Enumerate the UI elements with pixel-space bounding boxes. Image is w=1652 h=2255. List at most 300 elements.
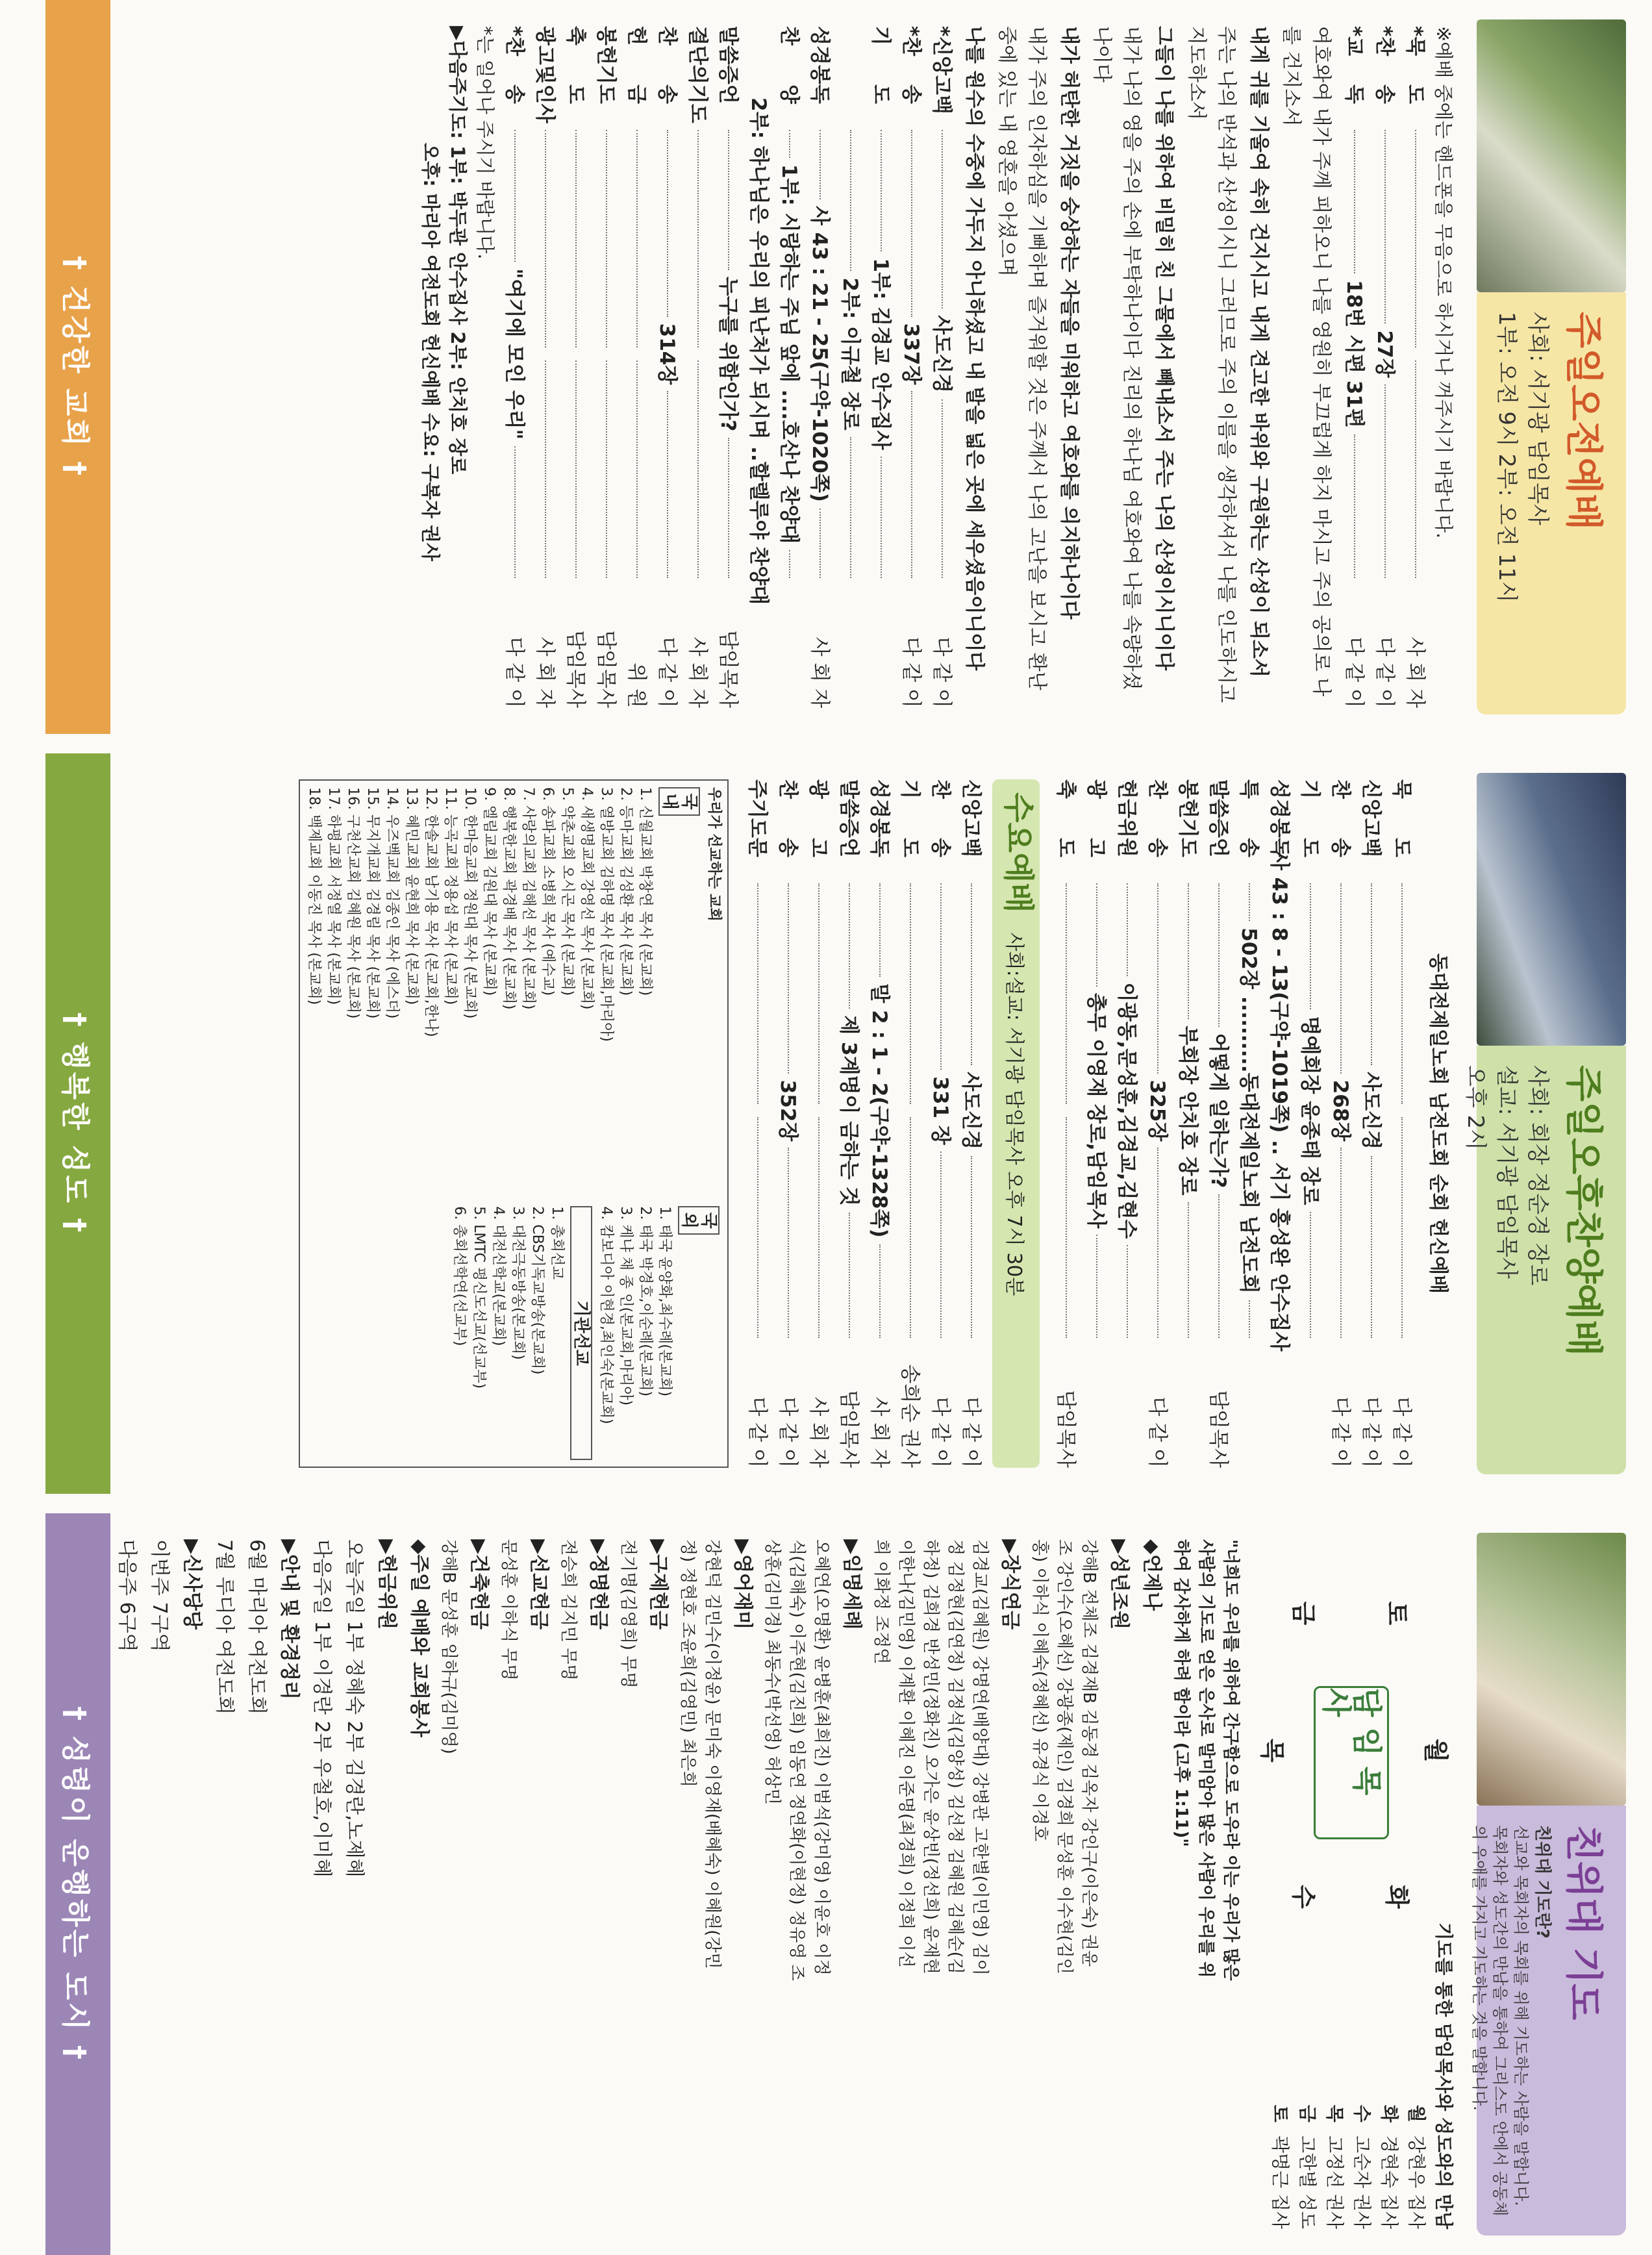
choir-photo [1477, 773, 1626, 1046]
afternoon-subtitle: 동대전제일노회 남전도회 순회 헌신예배 [1427, 953, 1449, 1294]
order-label-2: 송 [503, 84, 526, 104]
leader-dots [545, 360, 546, 578]
order-label-2: 도 [1403, 84, 1427, 104]
mission-table [299, 779, 729, 1468]
order-leader: 담임목사 [1054, 1390, 1077, 1468]
prayer-day: 토 [1270, 2104, 1291, 2123]
order-row [1172, 779, 1203, 1468]
order-content: 사도신경 [930, 315, 953, 393]
sunday-morning-header [1477, 19, 1626, 714]
mission-domestic-item: 14. 우즈벡교회 김종인 목사 (에스더) [384, 787, 400, 1019]
sunday-morning-title: 주일오전예배 [1562, 312, 1606, 531]
leader-dots [1415, 360, 1416, 578]
leader-dots [820, 130, 821, 199]
order-label: 결단의기도 [686, 26, 709, 123]
order-row [1355, 779, 1386, 1468]
order-label-2: 도 [898, 838, 921, 857]
sec1-title: ◆언제나 [1140, 1539, 1163, 1611]
prayer-list-item [1321, 1922, 1348, 2229]
order-row [621, 26, 651, 708]
reading-text-2: 주는 나의 반석과 산성이시니 그러므로 주의 이름을 생각하셔서 나를 인도하시고 지도하소서 [1185, 26, 1238, 703]
order-content: 부회장 안치호 장로 [1176, 1026, 1199, 1196]
leader-dots [636, 360, 638, 578]
prayer-list-item [1294, 1922, 1321, 2229]
next-prayer-2: 오후: 마리아 여전도회 헌신예배 수요: 구복자 권사 [419, 143, 442, 562]
sunday-afternoon-order [299, 779, 1457, 1468]
leader-dots [910, 1117, 911, 1338]
order-list-1 [1338, 26, 1430, 708]
prayer-list [1266, 1922, 1430, 2229]
sec5-text: 전기명(김영희) 무명 [618, 1539, 638, 1689]
mission-domestic-list [304, 787, 655, 1193]
leader-dots [1354, 435, 1355, 578]
prayer-desc: 선교와 목회자의 목회를 위해 기도하는 사람을 말합니다. 목회자와 성도간의 만남을 통하여 그리스도 안에서 공동체의 우애를 가지고 기도하는 것을 말합니다. [1470, 1825, 1530, 2217]
order-leader: 다 같 이 [655, 636, 679, 708]
order-row [742, 779, 772, 1468]
sunday-afternoon-sermon: 설교: 서기광 담임목사 [1494, 1065, 1520, 1279]
leader-dots [1066, 883, 1067, 1104]
leader-dots [606, 360, 607, 578]
leader-dots [1384, 384, 1386, 578]
order-content: 2부: 이규철 장로 [838, 277, 862, 431]
leader-dots [1249, 1300, 1250, 1338]
order-leader: 다 같 이 [1373, 636, 1396, 708]
order-row [499, 26, 529, 708]
order-leader: 다 같 이 [1342, 636, 1366, 708]
sec9-c-today: 이번주 7구역 [148, 1539, 171, 1652]
leader-dots [514, 446, 516, 578]
mission-domestic-item: 4. 새생명교회 강영선 목사 (본교회) [579, 787, 595, 1010]
phone-notice: ※예배 중에는 핸드폰을 무음으로 하시거나 꺼주시기 바랍니다. [1433, 26, 1455, 539]
order-leader: 다 같 이 [1359, 1396, 1383, 1468]
prayer-person: 경현숙 집사 [1379, 2135, 1400, 2229]
leader-dots [789, 130, 790, 158]
prayer-body [44, 1539, 1457, 1982]
order-label: 주기도문 [745, 779, 769, 857]
mission-domestic-item: 6. 송파교회 소병희 목사 (예수교) [540, 787, 556, 996]
sec9-b-next: 7월 루디아 여전도회 [213, 1539, 236, 1715]
mission-domestic-item: 16. 구천산교회 김혜원 목사 (본교회) [345, 787, 361, 1019]
spirit-city-banner: † 성령이 운행하는 도시 † [45, 1513, 110, 2255]
order-row [1369, 26, 1399, 708]
leader-dots [789, 550, 790, 578]
sunday-morning-title-box [1477, 292, 1626, 714]
order-row [772, 779, 803, 1468]
order-label: *묵 [1403, 26, 1427, 57]
prayer-day: 화 [1379, 2104, 1400, 2123]
order-label: *찬 [1373, 26, 1396, 57]
order-leader: 다 같 이 [929, 1396, 952, 1468]
stand-footnote: *는 일어나 주시기 바랍니다. [474, 26, 496, 260]
order-label-2: 금 [625, 84, 648, 104]
order-label-2: 양 [777, 84, 801, 104]
order-row [803, 779, 833, 1468]
leader-dots [850, 437, 851, 578]
wednesday-host: 사회: [1003, 932, 1025, 977]
leader-dots [1384, 130, 1386, 323]
order-label: 성경봉독 [868, 779, 891, 857]
order-row [865, 26, 895, 708]
order-label: 기 [898, 779, 921, 799]
leader-dots [636, 130, 638, 347]
sec9-next: 다음주일 1부 이경란 2부 우철호,이미혜 [310, 1539, 333, 1878]
leader-dots [849, 883, 850, 1009]
sec6-title: ▶정명헌금 [587, 1539, 610, 1630]
mission-domestic-item: 11. 능곡교회 정용섭 목사 (본교회) [442, 787, 458, 1005]
order-leader: 담임목사 [837, 1390, 860, 1468]
mission-org-item: 4. 대전신학교(본교회) [490, 1206, 507, 1346]
prayer-person: 고정선 권사 [1324, 2135, 1345, 2229]
leader-dots [697, 130, 699, 347]
order-content: 1부: 시랑하는 주님 앞에 ....호산나 찬양대 [777, 164, 801, 544]
order-row [894, 779, 925, 1468]
order-label: 축 [1054, 779, 1077, 799]
mission-org-item: 6. 총회선학연(선교부) [451, 1206, 468, 1346]
order-content: "여기에 모인 우리" [503, 268, 526, 440]
order-row [955, 779, 986, 1468]
sunday-morning-panel [0, 0, 1652, 734]
order-label-2: 송 [1237, 838, 1260, 857]
order-content: 18번 시편 31편 [1342, 280, 1366, 428]
mission-domestic-item: 8. 행복한교회 곽경배 목사 (본교회) [501, 787, 517, 1010]
sec7-text: 문성훈 이하식 무명 [499, 1539, 518, 1681]
order-row [926, 26, 957, 708]
order-row [1081, 779, 1111, 1468]
prayer-day: 목 [1324, 2104, 1345, 2123]
order-row [1142, 779, 1172, 1468]
order-leader: 다 같 이 [899, 636, 923, 708]
order-label-2: 송 [929, 838, 952, 857]
order-label: *찬 [503, 26, 526, 57]
mission-org-item: 2. CBS기독교방송(본교회) [529, 1206, 545, 1375]
order-label-2: 송 [899, 84, 923, 104]
order-row [1386, 779, 1416, 1468]
prayer-person: 강현우 집사 [1406, 2135, 1427, 2229]
mission-domestic [300, 781, 727, 1200]
mission-org-tag: 기관선교 [570, 1206, 592, 1460]
order-leader: 다 같 이 [503, 636, 526, 709]
order-label: 특 [1237, 779, 1260, 799]
order-leader: 다 같 이 [776, 1396, 799, 1468]
sec2-title: ▶장식연금 [999, 1539, 1021, 1630]
order-row [773, 26, 804, 708]
order-label: 말씀증언 [837, 779, 860, 857]
order-row [712, 26, 743, 708]
leader-dots [514, 130, 516, 262]
order-label-2: 송 [1329, 838, 1352, 857]
leader-dots [545, 130, 546, 347]
order-label: 묵 [1390, 779, 1413, 799]
order-label: 찬 [929, 779, 952, 799]
mission-domestic-item: 2. 등마교회 김성환 목사 (본교회) [618, 787, 634, 996]
order-leader: 담임목사 [1207, 1390, 1230, 1468]
leader-dots [728, 130, 729, 270]
order-label: 신앙고백 [1359, 779, 1383, 857]
order-label-2: 도 [1298, 838, 1321, 857]
leader-dots [697, 360, 699, 578]
mission-domestic-item: 13. 혜민교회 윤현희 목사 (본교회) [403, 787, 419, 1005]
order-leader: 다 같 이 [1390, 1396, 1413, 1468]
order-leader: 다 같 이 [1329, 1396, 1352, 1468]
leader-dots [879, 1244, 881, 1338]
reading-bold-2: 그들이 나를 위하여 비밀히 친 그물에서 빼내소서 주는 나의 산성이시니이다 [1153, 26, 1175, 671]
order-label: 광 [1084, 779, 1108, 799]
prayer-list-item [1266, 1922, 1294, 2229]
prayer-title: 친위대 기도 [1562, 1825, 1606, 2021]
sunday-afternoon-title: 주일오후찬양예배 [1562, 1065, 1606, 1357]
order-content: 27장 [1373, 330, 1396, 378]
order-label: 헌 [625, 26, 648, 45]
order-leader: 송희순 권사 [898, 1364, 921, 1468]
sec1-sub: ▶성년조원 [1108, 1539, 1131, 1630]
sec9-title: ◆주일 예배와 교회봉사 [408, 1539, 431, 1737]
prayer-person: 고순자 권사 [1351, 2135, 1373, 2229]
leader-dots [818, 883, 820, 1104]
mission-foreign-item: 2. 태국 박경호,이순례(본교회) [637, 1206, 653, 1397]
sunday-morning-host: 사회: 서기광 담임목사 [1525, 312, 1551, 525]
prayer-photo [1477, 1533, 1626, 1806]
order-content: 사 43 : 8 - 13(구약-1019쪽) .. 서기 홍성완 안수집사 [1268, 851, 1291, 1352]
order-leader: 사 회 자 [868, 1396, 891, 1468]
leader-dots [1401, 883, 1403, 1104]
order-row [1050, 779, 1081, 1468]
prayer-header [1470, 1533, 1626, 2236]
order-label-2: 독 [1342, 84, 1366, 104]
order-content: 사도신경 [1359, 1072, 1383, 1150]
order-label-2: 도 [564, 84, 587, 104]
order-row [529, 26, 560, 708]
sunday-afternoon-title-box [1462, 1046, 1626, 1474]
order-label: 봉헌기도 [1176, 779, 1199, 857]
order-row [651, 26, 682, 708]
leader-dots [1096, 1235, 1097, 1338]
order-leader: 사 회 자 [686, 636, 709, 708]
order-label: 성경봉독 [1268, 779, 1291, 857]
leader-dots [911, 391, 912, 578]
mission-domestic-item: 18. 백제교회 이동진 목사 (본교회) [306, 787, 322, 1005]
leader-dots [879, 883, 881, 977]
order-leader: 사 회 자 [1403, 636, 1427, 708]
order-label: *교 [1342, 26, 1366, 57]
sec9-today: 오늘주일 1부 정혜숙 2부 김경란,노제혜 [343, 1539, 366, 1878]
reading-bold-3: 내가 허탄한 거짓을 숭상하는 자들을 미워하고 여호와를 의지하나이다 [1058, 26, 1081, 620]
mission-domestic-item: 3. 열방교회 김하명 목사 (본교회,마리아) [598, 787, 614, 1042]
order-content: 말 2 : 1 - 2(구약-1328쪽) [868, 983, 891, 1238]
order-content: 사 43 : 21 - 25(구약-1020쪽) [808, 206, 831, 502]
sunday-morning-order [417, 26, 1457, 708]
mission-org-item: 5. LMTC 평신도선교(선교부) [471, 1206, 487, 1389]
order-row [895, 26, 926, 708]
order-label: *신앙고백 [930, 26, 953, 114]
leader-dots [728, 438, 729, 578]
mission-domestic-item: 9. 엘림교회 김원대 목사 (본교회) [481, 787, 497, 996]
prayer-day: 수 [1351, 2104, 1373, 2123]
leader-dots [1096, 883, 1097, 987]
leader-dots [1340, 883, 1342, 1074]
order-label: 봉헌기도 [594, 26, 618, 104]
order-row [833, 779, 864, 1468]
order-label: 신앙고백 [959, 779, 982, 857]
wednesday-order-list [742, 779, 986, 1468]
leader-dots [1157, 1148, 1158, 1338]
sunday-afternoon-time: 오후 2시 [1462, 1065, 1488, 1150]
order-leader: 사 회 자 [533, 636, 557, 708]
order-leader: 다 같 이 [745, 1396, 769, 1468]
sec1-text: 강해B 전체조 김경재B 김동경 김옥자 강인구(이은숙) 권윤조 강인수(오혜선) 강광종(제인) 김경희 문성훈 이수현(김인홍) 이하식 이혜숙(정혜선) 유경식 이경호 [1030, 1539, 1099, 1974]
sunday-afternoon-host: 사회: 회장 정순경 장로 [1525, 1065, 1551, 1286]
leader-dots [1371, 883, 1372, 1065]
mission-domestic-item: 5. 약촌교회 오시곤 목사 (본교회) [559, 787, 575, 996]
order-row [1294, 779, 1325, 1468]
order-row [682, 26, 712, 708]
prayer-list-head: 기도를 통한 담임목사와 성도와의 만남 [1433, 1922, 1455, 2229]
happy-saints-banner: † 행복한 성도 † [45, 753, 110, 1494]
leader-dots [818, 1117, 820, 1338]
order-label-2: 송 [1373, 84, 1396, 104]
order-row [1338, 26, 1369, 708]
order-content: 총무 이영재 장로,담임목사 [1084, 992, 1108, 1229]
order-content: 어떻게 일하는가? [1207, 1033, 1230, 1189]
order-row [834, 26, 865, 708]
mission-org-list [449, 1206, 566, 1460]
mission-domestic-item: 12. 한솔교회 남기용 목사 (본교회,한나) [423, 787, 439, 1037]
mission-domestic-item: 1. 신월교회 박창연 목사 (본교회) [637, 787, 653, 996]
leader-dots [606, 130, 607, 347]
sec9-a: ▶헌금위원 [375, 1539, 398, 1630]
leader-dots [849, 1213, 850, 1338]
leader-dots [1127, 1245, 1128, 1338]
prayer-wheel [1256, 1539, 1451, 1982]
sunday-morning-times: 1부: 오전 9시 2부: 오전 11시 [1494, 312, 1520, 603]
prayer-quote: "너희도 우리를 위하여 간구함으로 도우라 이는 우리가 많은 사람의 기도로 얻은 은사로 말미암아 많은 사람이 우리를 위하여 감사하게 하려 함이라 (고후 1:11)" [1171, 1539, 1240, 1981]
sunday-afternoon-header [1462, 773, 1626, 1474]
order-leader: 다 같 이 [959, 1396, 982, 1468]
leader-dots [667, 130, 668, 317]
mission-domestic-item: 17. 하평교회 서정열 목사 (본교회) [325, 787, 342, 1005]
leader-dots [1415, 130, 1416, 347]
leader-dots [850, 130, 851, 271]
prayer-person: 고한별 성도 [1297, 2135, 1318, 2229]
mission-domestic-item: 15. 무지개교회 김경림 목사 (본교회) [364, 787, 381, 1019]
mission-foreign-list [596, 1206, 674, 1460]
leader-dots [911, 130, 912, 317]
order-row [804, 26, 834, 708]
order-label: 광 [807, 779, 830, 799]
prayer-list-item [1403, 1922, 1430, 2229]
order-content: 352장 [776, 1079, 799, 1142]
sec3-text: 오혜연(오명환) 윤병훈(최희진) 이범석(강미영) 이윤호 이정식(김해숙) 이주현(김진희) 임동연 정연화(이현정) 정유영 조상훈(김미경) 최동수(박선영) 허상민 [762, 1539, 831, 1981]
wheel-center: 담임목사 [1314, 1686, 1389, 1839]
leader-dots [1371, 1156, 1372, 1338]
mission-domestic-item: 10. 한마음교회 정원대 목사 (본교회) [462, 787, 478, 1019]
sec9-b: ▶안내 및 환경정리 [278, 1539, 301, 1700]
wheel-day-thu: 목 [1258, 1738, 1286, 1763]
prayer-schedule [1266, 1922, 1457, 2229]
order-content: 331 장 [929, 1076, 952, 1145]
leader-dots [942, 130, 943, 309]
wednesday-header [992, 779, 1040, 1468]
leader-dots [940, 883, 942, 1070]
mission-org-item: 3. 대전극동방송(본교회) [510, 1206, 526, 1360]
order-list-2 [499, 26, 957, 708]
order-leader: 담임목사 [716, 630, 740, 708]
prayer-day: 금 [1297, 2104, 1318, 2123]
mission-domestic-tag: 국내 [658, 787, 700, 816]
order-content: 1부: 김경교 안수집사 [869, 258, 892, 450]
sec4-title: ▶영어재미 [731, 1539, 754, 1630]
order-label: 기 [869, 26, 892, 45]
leader-dots [971, 883, 972, 1065]
leader-dots [1218, 1194, 1220, 1338]
order-leader: 위 원 [625, 662, 648, 708]
mission-org-item: 1. 총회선교 [549, 1206, 565, 1280]
order-content: 337장 [899, 323, 923, 385]
afternoon-order-list [1050, 779, 1416, 1468]
order-label-2: 송 [1145, 838, 1169, 857]
order-label-2: 도 [1390, 838, 1413, 857]
order-content: 명예회장 윤종태 장로 [1298, 1016, 1321, 1205]
sec9-c-next: 다음주 6구역 [116, 1539, 138, 1652]
order-leader: 다 같 이 [930, 636, 953, 709]
order-label: 말씀증언 [716, 26, 740, 104]
order-row [1325, 779, 1355, 1468]
order-label: 찬 [1329, 779, 1352, 799]
order-row [590, 26, 621, 708]
order-content: 제 3계명이 금하는 것 [837, 1015, 860, 1206]
leader-dots [575, 360, 577, 578]
order-content: 사도신경 [959, 1072, 982, 1150]
wheel-day-tue: 화 [1383, 1884, 1411, 1909]
order-label-2: 고 [1084, 838, 1108, 857]
mission-domestic-item: 7. 사랑의교회 김해선 목사 (본교회) [520, 787, 536, 1010]
order-row [1111, 779, 1142, 1468]
order-label: 찬 [1145, 779, 1169, 799]
leader-dots [881, 457, 882, 578]
mission-foreign-tag: 국외 [678, 1206, 720, 1235]
order-label: 기 [1298, 779, 1321, 799]
leader-dots [667, 391, 668, 578]
order-leader: 사 회 자 [808, 636, 831, 709]
reading-text-3: 내가 나의 영을 주의 손에 부탁하나이다 진리의 하나님 여호와여 나를 속량하셨나이다 [1090, 26, 1143, 690]
mission-foreign [300, 1200, 727, 1467]
wheel-day-wed: 수 [1289, 1884, 1318, 1909]
wheel-day-fri: 금 [1289, 1601, 1318, 1626]
order-label: 말씀증언 [1207, 779, 1230, 857]
prayer-day: 월 [1406, 2104, 1427, 2123]
leader-dots [881, 130, 882, 251]
sec5-title: ▶구제헌금 [647, 1539, 670, 1630]
leader-dots [1340, 1148, 1342, 1338]
order-row [1399, 26, 1430, 708]
leader-dots [575, 130, 577, 347]
order-label: 헌금위원 [1115, 779, 1138, 857]
prayer-person: 곽명근 집사 [1270, 2135, 1291, 2229]
order-row [1264, 779, 1294, 1468]
wheel-day-mon: 월 [1421, 1738, 1450, 1763]
order-label: 찬 [776, 779, 799, 799]
sec6-text: 전승희 김지민 무명 [558, 1539, 578, 1681]
prayer-title-box [1470, 1806, 1626, 2236]
sunday-afternoon-panel [0, 753, 1652, 1494]
order-leader: 담임목사 [594, 630, 618, 708]
order-label: 성경봉독 [808, 26, 831, 104]
order-content: 314장 [655, 323, 679, 385]
leader-dots [1066, 1117, 1067, 1338]
reading-text-1: 여호와여 내가 주께 피하오니 나를 영원히 부끄럽게 하지 마시고 주의 공의로 나를 건지소서 [1280, 26, 1333, 697]
leader-dots [971, 1156, 972, 1338]
order-content: 이광동,문성훈,김경교,김현수 [1115, 982, 1138, 1239]
sec8-text: 강해B 문성훈 임하규(김미영) [439, 1539, 458, 1754]
